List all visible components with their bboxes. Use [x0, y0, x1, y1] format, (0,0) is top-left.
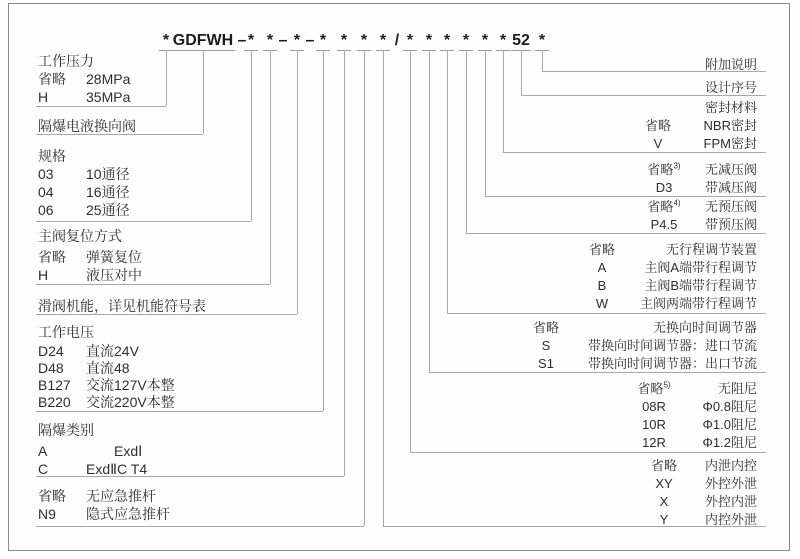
option-desc: 16通径: [86, 184, 130, 200]
connector-line: [203, 50, 204, 134]
model-code-token: *: [403, 31, 417, 51]
option-code: Y: [659, 512, 669, 527]
model-code-token: *: [440, 31, 454, 51]
option-code: B127: [38, 377, 71, 393]
block-drain-pilot-mode: [637, 457, 757, 529]
code-separator: /: [394, 32, 400, 49]
option-code: 省略: [588, 242, 615, 257]
block-title: 工作压力: [38, 53, 94, 69]
option-desc: 带换向时间调节器：出口节流: [587, 356, 757, 371]
connector-line: [323, 50, 324, 411]
block-emergency-pin: [38, 487, 170, 523]
option-desc: ExdⅡC T4: [86, 461, 148, 477]
option-code: V: [653, 136, 663, 151]
model-code-token: *: [496, 31, 510, 51]
option-code: D3: [655, 180, 673, 195]
option-row: [627, 416, 757, 434]
option-desc: 内控外泄: [704, 512, 757, 527]
option-desc: 带减压阀: [704, 180, 757, 195]
option-row: [519, 337, 757, 355]
option-row: [637, 179, 757, 197]
code-separator: –: [278, 32, 288, 49]
block-title: 密封材料: [704, 100, 757, 115]
option-code: 省略$^{5)}$: [637, 380, 671, 396]
connector-line: [447, 50, 448, 313]
connector-line: [503, 50, 504, 152]
option-code: C: [38, 461, 49, 477]
option-row: [38, 505, 170, 523]
block-preload-valve: [637, 198, 757, 234]
option-code: 省略: [532, 320, 559, 335]
connector-line: [466, 50, 467, 233]
model-code-token: *: [459, 31, 473, 51]
option-code: S1: [538, 356, 554, 371]
connector-line: [429, 50, 430, 372]
option-desc: 无阻尼: [717, 381, 757, 396]
option-desc: FPM密封: [703, 136, 757, 151]
option-code: 04: [38, 184, 54, 200]
model-code-token: *: [422, 31, 436, 51]
option-code: 03: [38, 166, 54, 182]
footnote-marker: 5): [663, 380, 671, 390]
option-desc: 35MPa: [86, 89, 131, 105]
option-row: [38, 360, 175, 377]
option-row: [38, 183, 130, 201]
block-title: 隔爆电液换向阀: [38, 118, 136, 134]
block-valve-type: [38, 117, 136, 135]
option-code: 08R: [642, 399, 666, 414]
option-code: 省略: [644, 118, 671, 133]
model-code-token: GDFWH: [172, 32, 234, 49]
option-code: 省略$^{4)}$: [647, 198, 681, 214]
option-code: 10R: [642, 417, 666, 432]
option-desc: 交流220V本整: [86, 394, 175, 410]
option-desc: NBR密封: [703, 118, 757, 133]
option-row: [637, 511, 757, 529]
option-desc: 主阀B端带行程调节: [644, 278, 757, 293]
option-code: 省略: [38, 71, 66, 87]
block-title: 设计序号: [704, 80, 757, 95]
option-code: 省略: [650, 458, 677, 473]
connector-line: [36, 411, 323, 412]
block-title: 规格: [38, 148, 66, 164]
connector-line: [36, 221, 251, 222]
block-title: 滑阀机能，详见机能符号表: [38, 298, 206, 314]
option-row: [38, 70, 130, 88]
option-row: [38, 394, 175, 411]
connector-line: [166, 50, 167, 106]
option-row: [38, 343, 175, 360]
option-code: B: [597, 278, 607, 293]
block-reset-mode: [38, 227, 142, 284]
option-row: [627, 398, 757, 416]
connector-line: [270, 50, 271, 284]
connector-line: [251, 50, 252, 221]
model-code-token: *: [535, 31, 549, 51]
footnote-marker: 4): [673, 198, 681, 208]
option-row: [637, 493, 757, 511]
block-design-number: [705, 79, 757, 97]
option-code: 省略: [38, 249, 66, 265]
option-row: [627, 380, 757, 398]
block-title: 工作电压: [38, 324, 94, 340]
option-code: 省略: [38, 488, 66, 504]
connector-line: [485, 50, 486, 196]
model-code-token: *: [376, 31, 390, 51]
option-row: [38, 165, 130, 183]
option-desc: 主阀A端带行程调节: [644, 260, 757, 275]
model-code-token: *: [263, 31, 277, 51]
option-code: X: [659, 494, 669, 509]
model-code-token: *: [159, 31, 173, 51]
option-desc: 交流127V本整: [86, 377, 175, 393]
option-desc: 外控外泄: [704, 476, 757, 491]
option-row: [631, 135, 757, 153]
option-code: W: [595, 296, 609, 311]
option-desc: 主阀两端带行程调节: [639, 296, 757, 311]
option-desc: 液压对中: [86, 267, 142, 283]
block-title: 附加说明: [704, 57, 757, 72]
option-desc: 内泄内控: [704, 458, 757, 473]
model-code-token: *: [316, 31, 330, 51]
code-separator: –: [237, 32, 247, 49]
connector-line: [542, 50, 543, 71]
option-row: [38, 248, 142, 266]
model-code-token: *: [290, 31, 304, 51]
option-row: [38, 201, 130, 219]
model-code-token: *: [478, 31, 492, 51]
connector-line: [36, 284, 270, 285]
footnote-marker: 3): [673, 161, 681, 171]
option-row: [637, 475, 757, 493]
option-row: [519, 319, 757, 337]
option-desc: 直流48: [86, 360, 130, 376]
block-title: 主阀复位方式: [38, 228, 122, 244]
option-code: 12R: [642, 435, 666, 450]
connector-line: [364, 50, 365, 526]
block-stroke-adjuster: [575, 241, 757, 313]
option-row: [575, 241, 757, 259]
option-row: [637, 198, 757, 216]
connector-line: [410, 50, 411, 452]
block-additional-notes: [705, 56, 757, 74]
option-row: [637, 216, 757, 234]
option-code: A: [597, 260, 607, 275]
option-code: A: [38, 443, 48, 459]
model-code-token: *: [244, 31, 258, 51]
connector-line: [447, 313, 766, 314]
model-code-token: *: [337, 31, 351, 51]
option-desc: 无换向时间调节器: [652, 320, 757, 335]
option-desc: 隐式应急推杆: [86, 506, 170, 522]
option-desc: ExdⅠ: [114, 443, 143, 459]
option-desc: 无减压阀: [704, 162, 757, 177]
option-row: [637, 161, 757, 179]
option-desc: 28MPa: [86, 71, 131, 87]
option-code: D48: [38, 360, 64, 376]
option-desc: 弹簧复位: [86, 249, 142, 265]
option-code: B220: [38, 394, 71, 410]
block-size: [38, 147, 130, 219]
option-code: 06: [38, 202, 54, 218]
option-row: [575, 259, 757, 277]
block-explosion-proof-class: [38, 421, 147, 478]
option-desc: 25通径: [86, 202, 130, 218]
option-row: [38, 377, 175, 394]
option-desc: 直流24V: [86, 343, 139, 359]
connector-line: [410, 452, 766, 453]
option-desc: 10通径: [86, 166, 130, 182]
option-row: [627, 434, 757, 452]
option-desc: 外控内泄: [704, 494, 757, 509]
block-pressure-reducing-valve: [637, 161, 757, 197]
option-desc: 无行程调节装置: [665, 242, 757, 257]
option-row: [38, 266, 142, 284]
option-desc: Φ0.8阻尼: [702, 399, 757, 414]
connector-line: [36, 106, 166, 107]
model-code-token: 52: [512, 32, 530, 49]
option-row: [38, 88, 130, 106]
connector-line: [297, 50, 298, 314]
option-row: [575, 295, 757, 313]
option-row: [631, 117, 757, 135]
block-working-pressure: [38, 52, 130, 106]
option-row: [38, 487, 170, 505]
option-code: H: [38, 89, 49, 105]
option-desc: Φ1.0阻尼: [702, 417, 757, 432]
option-code: D24: [38, 343, 64, 359]
code-separator: –: [305, 32, 315, 49]
block-orifice-damping: [627, 380, 757, 452]
option-code: H: [38, 267, 49, 283]
block-title: 隔爆类别: [38, 422, 94, 438]
option-row: [637, 457, 757, 475]
connector-line: [344, 50, 345, 476]
option-row: [575, 277, 757, 295]
block-working-voltage: [38, 323, 175, 411]
connector-line: [383, 50, 384, 526]
option-desc: 带预压阀: [704, 217, 757, 232]
option-desc: 无预压阀: [704, 199, 757, 214]
option-desc: Φ1.2阻尼: [702, 435, 757, 450]
option-row: [519, 355, 757, 373]
option-row: [38, 442, 147, 460]
option-code: 省略$^{3)}$: [647, 161, 681, 177]
option-desc: 带换向时间调节器：进口节流: [587, 338, 757, 353]
model-code-token: *: [357, 31, 371, 51]
block-switching-time-regulator: [519, 319, 757, 373]
block-seal-material: [631, 99, 757, 153]
option-code: N9: [38, 506, 56, 522]
option-code: XY: [655, 476, 673, 491]
option-row: [38, 460, 147, 478]
option-code: P4.5: [650, 217, 678, 232]
block-spool-function: [38, 297, 206, 315]
option-desc: 无应急推杆: [86, 488, 156, 504]
connector-line: [36, 526, 364, 527]
option-code: S: [541, 338, 551, 353]
connector-line: [521, 50, 522, 95]
